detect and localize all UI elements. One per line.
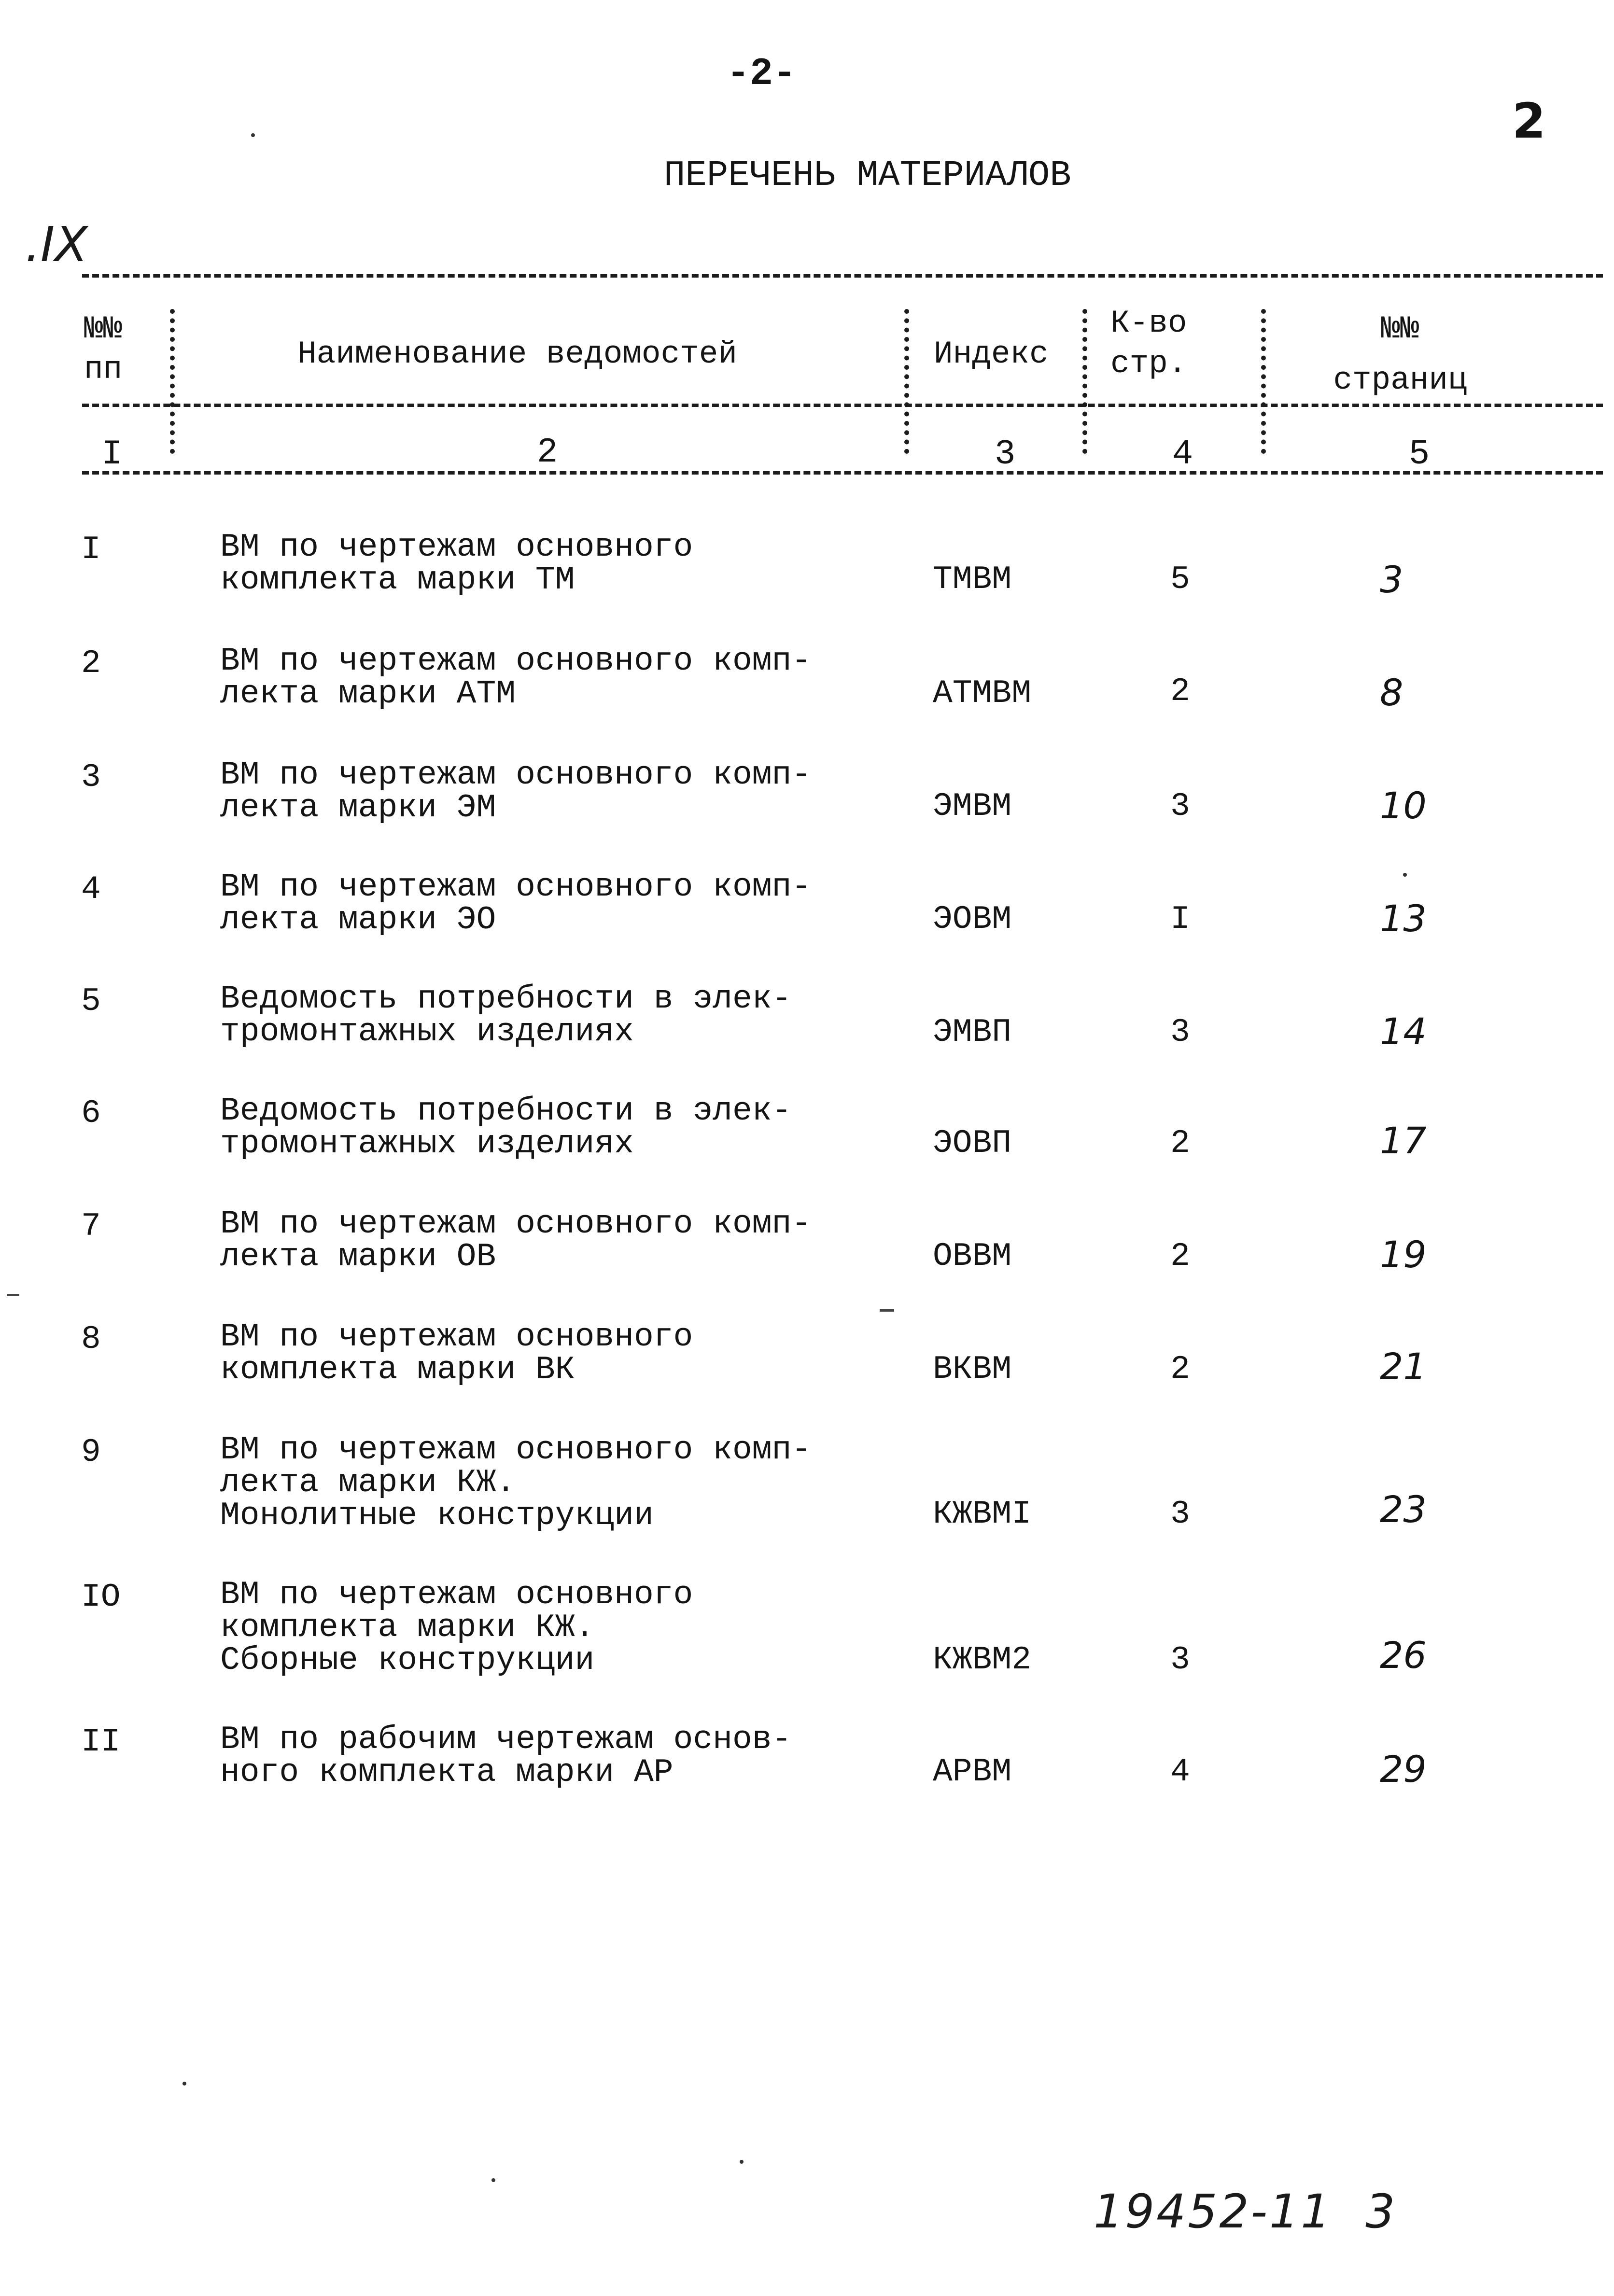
row-name: Ведомость потребности в элек- тромонтажных изделиях xyxy=(220,980,792,1050)
row-number: 8 xyxy=(81,1321,101,1358)
row-index: КЖВМ2 xyxy=(933,1641,1032,1679)
scan-speck xyxy=(740,2160,744,2164)
header-pages xyxy=(1333,309,1468,401)
row-pages: 17 xyxy=(1380,1119,1427,1162)
scan-speck xyxy=(1403,873,1407,877)
row-index: КЖВМI xyxy=(933,1496,1032,1533)
column-number-2: 2 xyxy=(537,433,558,472)
row-pages: 8 xyxy=(1380,671,1403,714)
row-count: 3 xyxy=(1170,1496,1190,1533)
row-number: 5 xyxy=(81,983,101,1020)
column-number-3: 3 xyxy=(995,434,1016,474)
row-name: ВМ по чертежам основного комплекта марки ВК xyxy=(220,1318,693,1388)
row-number: 6 xyxy=(81,1095,101,1132)
header-separator-4 xyxy=(1261,309,1266,454)
footer-document-code: 19452-11 3 xyxy=(1094,2184,1397,2239)
page-number-corner: 2 xyxy=(1512,93,1546,149)
row-pages: 19 xyxy=(1380,1233,1427,1276)
scan-speck xyxy=(491,2178,495,2182)
row-name: ВМ по чертежам основного комп- лекта марки АТМ xyxy=(220,643,812,713)
row-count: 5 xyxy=(1170,561,1190,598)
header-pages-line1: №№ xyxy=(1381,311,1419,347)
document-title: ПЕРЕЧЕНЬ МАТЕРИАЛОВ xyxy=(664,155,1071,196)
row-number: 7 xyxy=(81,1208,101,1245)
row-count: 3 xyxy=(1170,1641,1190,1679)
table-header-rule xyxy=(82,404,1603,407)
row-name: ВМ по рабочим чертежам основ- ного комплекта марки АР xyxy=(220,1721,792,1791)
row-index: АТМВМ xyxy=(933,675,1032,712)
header-count-line2: стр. xyxy=(1110,346,1187,382)
row-pages: 23 xyxy=(1380,1488,1427,1531)
header-pages-line2: страниц xyxy=(1333,362,1467,398)
row-index: ЭОВП xyxy=(933,1125,1012,1162)
row-index: ВКВМ xyxy=(933,1351,1012,1388)
row-pages: 29 xyxy=(1380,1748,1427,1791)
row-number: II xyxy=(81,1723,121,1761)
row-count: 2 xyxy=(1170,673,1190,710)
row-pages: 26 xyxy=(1380,1634,1427,1677)
row-count: 4 xyxy=(1170,1753,1190,1791)
row-count: 2 xyxy=(1170,1125,1190,1162)
scan-speck xyxy=(182,2082,186,2086)
row-number: 3 xyxy=(81,759,101,796)
row-count: 2 xyxy=(1170,1351,1190,1388)
row-number: 4 xyxy=(81,871,101,908)
row-number: IO xyxy=(81,1579,121,1616)
row-name: ВМ по чертежам основного комп- лекта марки КЖ. Монолитные конструкции xyxy=(220,1431,812,1534)
row-name: ВМ по чертежам основного комп- лекта марки ОВ xyxy=(220,1205,812,1275)
row-pages: 13 xyxy=(1380,897,1427,940)
scan-speck xyxy=(251,133,255,137)
page-number-top: -2- xyxy=(727,52,797,96)
table-colnum-rule xyxy=(82,471,1603,475)
row-name: ВМ по чертежам основного комплекта марки КЖ. Сборные конструкции xyxy=(220,1576,693,1679)
row-pages: 14 xyxy=(1380,1010,1427,1053)
row-name: ВМ по чертежам основного комп- лекта марки ЭМ xyxy=(220,756,812,826)
scan-smudge xyxy=(7,1294,19,1296)
header-name: Наименование ведомостей xyxy=(297,336,737,372)
header-num-line1: №№ xyxy=(84,311,123,347)
column-number-5: 5 xyxy=(1409,434,1430,474)
row-number: 2 xyxy=(81,645,101,682)
row-pages: 3 xyxy=(1380,558,1403,601)
row-count: 3 xyxy=(1170,1014,1190,1051)
margin-mark: .IX xyxy=(25,216,88,273)
row-number: I xyxy=(81,531,101,568)
row-pages: 10 xyxy=(1380,784,1427,827)
header-num-line2: пп xyxy=(84,351,123,388)
row-index: ЭМВМ xyxy=(933,788,1012,825)
row-index: ЭМВП xyxy=(933,1014,1012,1051)
header-num xyxy=(84,309,122,390)
column-number-4: 4 xyxy=(1172,434,1193,474)
row-name: ВМ по чертежам основного комп- лекта марки ЭО xyxy=(220,868,812,938)
row-number: 9 xyxy=(81,1434,101,1471)
table-top-rule xyxy=(82,274,1603,278)
header-index: Индекс xyxy=(934,336,1049,372)
row-name: ВМ по чертежам основного комплекта марки ТМ xyxy=(220,529,693,599)
scan-smudge xyxy=(880,1309,894,1312)
row-count: I xyxy=(1170,901,1190,938)
row-count: 2 xyxy=(1170,1238,1190,1275)
row-index: ОВВМ xyxy=(933,1238,1012,1275)
row-index: АРВМ xyxy=(933,1753,1012,1791)
row-index: ЭОВМ xyxy=(933,901,1012,938)
header-count xyxy=(1110,303,1187,384)
header-separator-3 xyxy=(1082,309,1087,454)
header-separator-2 xyxy=(904,309,909,454)
header-count-line1: К-во xyxy=(1110,305,1187,341)
column-number-1: I xyxy=(101,434,123,474)
row-count: 3 xyxy=(1170,788,1190,825)
row-pages: 21 xyxy=(1380,1345,1427,1388)
row-index: ТМВМ xyxy=(933,561,1012,598)
row-name: Ведомость потребности в элек- тромонтажных изделиях xyxy=(220,1092,792,1162)
header-separator-1 xyxy=(170,309,175,454)
